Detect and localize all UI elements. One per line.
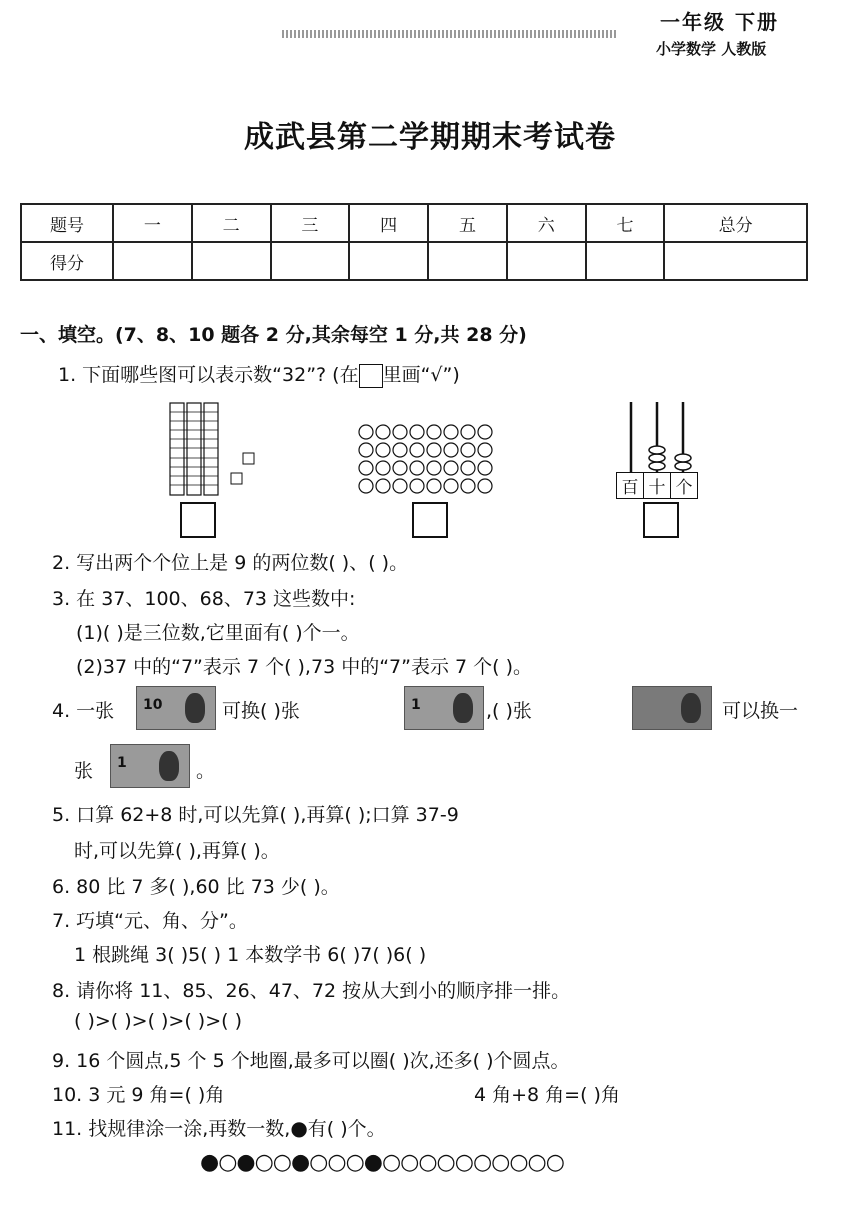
question-8-line: ( )>( )>( )>( )>( ) xyxy=(74,1010,243,1032)
score-table-score-row xyxy=(21,242,807,280)
question-4-d: 可以换一 xyxy=(722,700,799,722)
abacus-label: 个 xyxy=(675,478,693,498)
score-input-cell[interactable] xyxy=(586,242,665,280)
answer-box-3[interactable] xyxy=(643,502,679,538)
header-decoration xyxy=(282,30,618,38)
banknote-value: 1 xyxy=(411,697,421,713)
question-4-e: 张 xyxy=(74,760,94,782)
score-cell: 四 xyxy=(349,204,428,242)
circle-pattern: ●○●○○●○○○●○○○○○○○○○○ xyxy=(200,1150,564,1175)
q11-text-post: 有( )个。 xyxy=(307,1118,386,1140)
question-6: 6. 80 比 7 多( ),60 比 73 少( )。 xyxy=(52,876,340,898)
abacus-label: 百 xyxy=(617,473,644,498)
question-4-a: 4. 一张 xyxy=(52,700,115,722)
header-subject: 小学数学 人教版 xyxy=(656,40,767,58)
score-row-label: 得分 xyxy=(21,242,113,280)
question-5-line2: 时,可以先算( ),再算( )。 xyxy=(74,840,280,862)
question-10-a: 10. 3 元 9 角=( )角 xyxy=(52,1084,225,1106)
score-cell: 三 xyxy=(271,204,350,242)
base-ten-blocks-figure xyxy=(165,398,260,498)
answer-box-1[interactable] xyxy=(180,502,216,538)
score-cell: 七 xyxy=(586,204,665,242)
question-7-stem: 7. 巧填“元、角、分”。 xyxy=(52,910,248,932)
banknote-value: 1 xyxy=(117,755,127,771)
score-cell: 二 xyxy=(192,204,271,242)
score-input-cell[interactable] xyxy=(349,242,428,280)
abacus-labels xyxy=(616,472,698,499)
header-grade: 一年级 下册 xyxy=(660,10,779,34)
question-10-b: 4 角+8 角=( )角 xyxy=(474,1084,620,1106)
score-cell: 题号 xyxy=(21,204,113,242)
banknote-value: 10 xyxy=(143,697,163,713)
page-title: 成武县第二学期期末考试卷 xyxy=(244,120,616,155)
score-cell: 一 xyxy=(113,204,192,242)
question-4-b: 可换( )张 xyxy=(222,700,300,722)
score-input-cell[interactable] xyxy=(113,242,192,280)
score-cell: 五 xyxy=(428,204,507,242)
banknote-icon xyxy=(404,686,484,730)
section1-heading: 一、填空。(7、8、10 题各 2 分,其余每空 1 分,共 28 分) xyxy=(20,324,527,346)
question-9: 9. 16 个圆点,5 个 5 个地圈,最多可以圈( )次,还多( )个圆点。 xyxy=(52,1050,570,1072)
banknote-icon xyxy=(632,686,712,730)
q1-text-pre: 1. 下面哪些图可以表示数“32”? (在 xyxy=(58,364,359,386)
banknote-icon xyxy=(136,686,216,730)
score-cell: 总分 xyxy=(664,204,807,242)
abacus-label: 十 xyxy=(644,473,671,498)
question-4-f: 。 xyxy=(196,760,216,782)
apples-grid-figure xyxy=(358,422,498,498)
score-input-cell[interactable] xyxy=(507,242,586,280)
question-3-sub2: (2)37 中的“7”表示 7 个( ),73 中的“7”表示 7 个( )。 xyxy=(76,656,533,678)
checkbox-icon xyxy=(359,364,383,388)
score-input-cell[interactable] xyxy=(192,242,271,280)
score-table-header-row xyxy=(21,204,807,242)
question-3-sub1: (1)( )是三位数,它里面有( )个一。 xyxy=(76,622,360,644)
question-5-line1: 5. 口算 62+8 时,可以先算( ),再算( );口算 37-9 xyxy=(52,804,459,826)
abacus-figure xyxy=(616,400,698,472)
score-table xyxy=(20,203,808,281)
banknote-icon xyxy=(110,744,190,788)
answer-box-2[interactable] xyxy=(412,502,448,538)
question-2: 2. 写出两个个位上是 9 的两位数( )、( )。 xyxy=(52,552,409,574)
question-8-stem: 8. 请你将 11、85、26、47、72 按从大到小的顺序排一排。 xyxy=(52,980,571,1002)
question-4-c: ,( )张 xyxy=(486,700,532,722)
question-11 xyxy=(52,1114,386,1141)
q11-text-pre: 11. 找规律涂一涂,再数一数, xyxy=(52,1118,291,1140)
score-input-cell[interactable] xyxy=(428,242,507,280)
filled-circle-icon: ● xyxy=(290,1116,308,1140)
question-7-line: 1 根跳绳 3( )5( ) 1 本数学书 6( )7( )6( ) xyxy=(74,944,427,966)
question-1 xyxy=(58,360,460,388)
q1-text-post: 里画“√”) xyxy=(382,364,460,386)
score-cell: 六 xyxy=(507,204,586,242)
question-3-stem: 3. 在 37、100、68、73 这些数中: xyxy=(52,588,356,610)
score-input-cell[interactable] xyxy=(664,242,807,280)
score-input-cell[interactable] xyxy=(271,242,350,280)
